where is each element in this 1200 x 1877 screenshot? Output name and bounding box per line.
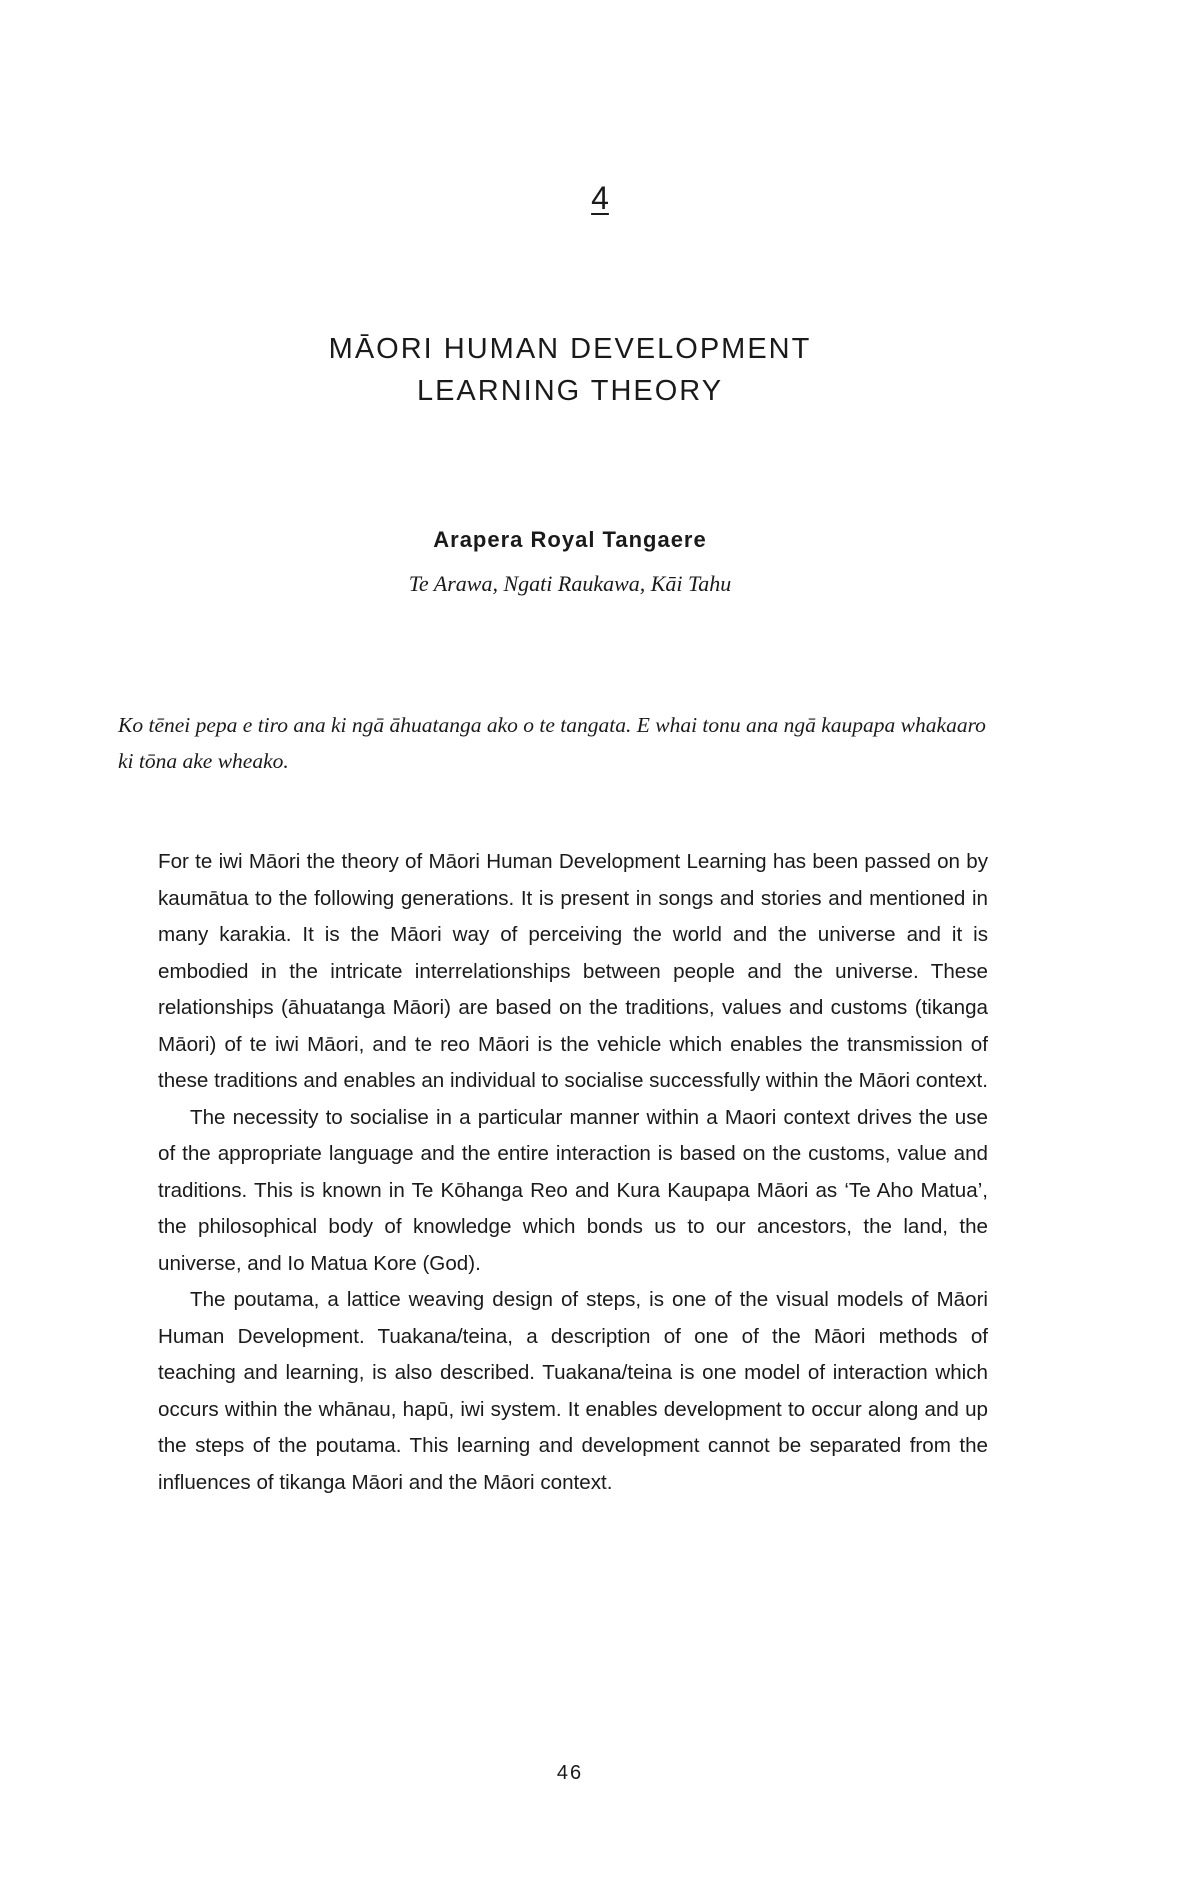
body-paragraph-2: The necessity to socialise in a particular manner within a Maori context drives the use of the appropriate language and the entire interaction is based on the customs, value and traditions. This is known in Te Kōhanga Reo and Kura Kaupapa Māori as ‘Te Aho Matua’, the philosophical body of knowledge which bonds us to our ancestors, the land, the universe, and Io Matua Kore (God).	[158, 1105, 988, 1275]
chapter-title	[0, 328, 1140, 412]
abstract-maori: Ko tēnei pepa e tiro ana ki ngā āhuatanga ako o te tangata. E whai tonu ana ngā kaupapa whakaaro ki tōna ake wheako.	[118, 713, 986, 773]
chapter-title-line-2: LEARNING THEORY	[416, 375, 724, 407]
author-affiliation: Te Arawa, Ngati Raukawa, Kāi Tahu	[408, 571, 732, 596]
chapter-number: 4	[591, 180, 609, 216]
body-text	[158, 844, 988, 1501]
chapter-title-line-1: MĀORI HUMAN DEVELOPMENT	[328, 333, 812, 365]
author-name: Arapera Royal Tangaere	[433, 527, 707, 552]
page-number: 46	[556, 1762, 584, 1784]
body-paragraph-1: For te iwi Māori the theory of Māori Human Development Learning has been passed on by kaumātua to the following generations. It is present in songs and stories and mentioned in many karakia. It is the Māori way of perceiving the world and the universe and it is embodied in the intricate interrelationships between people and the universe. These relationships (āhuatanga Māori) are based on the traditions, values and customs (tikanga Māori) of te iwi Māori, and te reo Māori is the vehicle which enables the transmission of these traditions and enables an individual to socialise successfully within the Māori context.	[158, 850, 988, 1092]
body-paragraph-3: The poutama, a lattice weaving design of steps, is one of the visual models of Māori Human Development. Tuakana/teina, a description of one of the Māori methods of teaching and learning, is also described. Tuakana/teina is one model of interaction which occurs within the whānau, hapū, iwi system. It enables development to occur along and up the steps of the poutama. This learning and development cannot be separated from the influences of tikanga Māori and the Māori context.	[158, 1288, 988, 1494]
